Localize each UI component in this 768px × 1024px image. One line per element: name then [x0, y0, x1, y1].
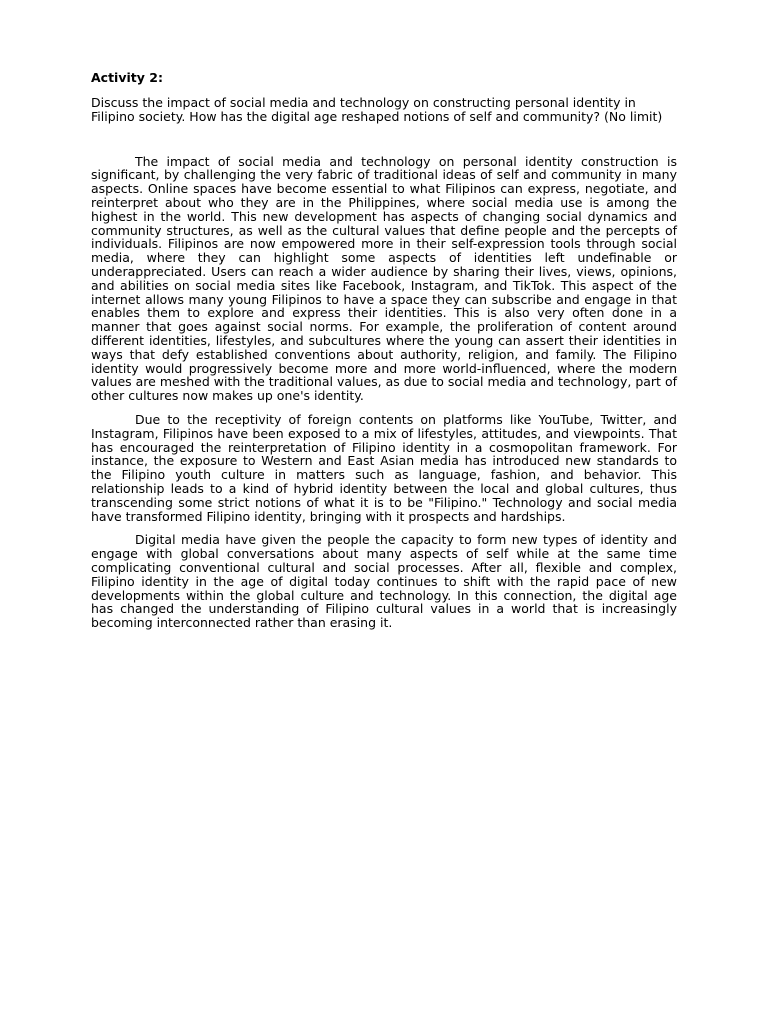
answer-paragraph-1: The impact of social media and technology on personal identity construction is significant, by challenging the very fabric of traditional ideas of self and community in many aspects. Online spaces have become essential to what Filipinos can express, negotiate, and reinterpret about who they are in the Philippines, where social media use is among the highest in the world. This new development has aspects of changing social dynamics and community structures, as well as the cultural values that define people and the percepts of individuals. Filipinos are now empowered more in their self-expression tools through social media, where they can highlight some aspects of identities left undefinable or underappreciated. Users can reach a wider audience by sharing their lives, views, opinions, and abilities on social media sites like Facebook, Instagram, and TikTok. This aspect of the internet allows many young Filipinos to have a space they can subscribe and engage in that enables them to explore and express their identities. This is also very often done in a manner that goes against social norms. For example, the proliferation of content around different identities, lifestyles, and subcultures where the young can assert their identities in ways that defy established conventions about authority, religion, and family. The Filipino identity would progressively become more and more world-influenced, where the modern values are meshed with the traditional values, as due to social media and technology, part of other cultures now makes up one's identity. — [91, 153, 677, 404]
activity-prompt: Discuss the impact of social media and technology on constructing personal identity in Filipino society. How has the digital age reshaped notions of self and community? (No limit) — [91, 95, 663, 124]
activity-title: Activity 2: — [91, 70, 163, 85]
answer-paragraph-3: Digital media have given the people the capacity to form new types of identity and engage with global conversations about many aspects of self while at the same time complicating conventional cultural and social processes. After all, flexible and complex, Filipino identity in the age of digital today continues to shift with the rapid pace of new developments within the global culture and technology. In this connection, the digital age has changed the understanding of Filipino cultural values in a world that is increasingly becoming interconnected rather than erasing it. — [91, 532, 677, 631]
document-body — [91, 70, 677, 640]
answer-paragraph-2: Due to the receptivity of foreign contents on platforms like YouTube, Twitter, and Instagram, Filipinos have been exposed to a mix of lifestyles, attitudes, and viewpoints. That has encouraged the reinterpretation of Filipino identity in a cosmopolitan framework. For instance, the exposure to Western and East Asian media has introduced new standards to the Filipino youth culture in matters such as language, fashion, and behavior. This relationship leads to a kind of hybrid identity between the local and global cultures, thus transcending some strict notions of what it is to be "Filipino." Technology and social media have transformed Filipino identity, bringing with it prospects and hardships. — [91, 411, 677, 524]
answer-section — [91, 155, 677, 630]
